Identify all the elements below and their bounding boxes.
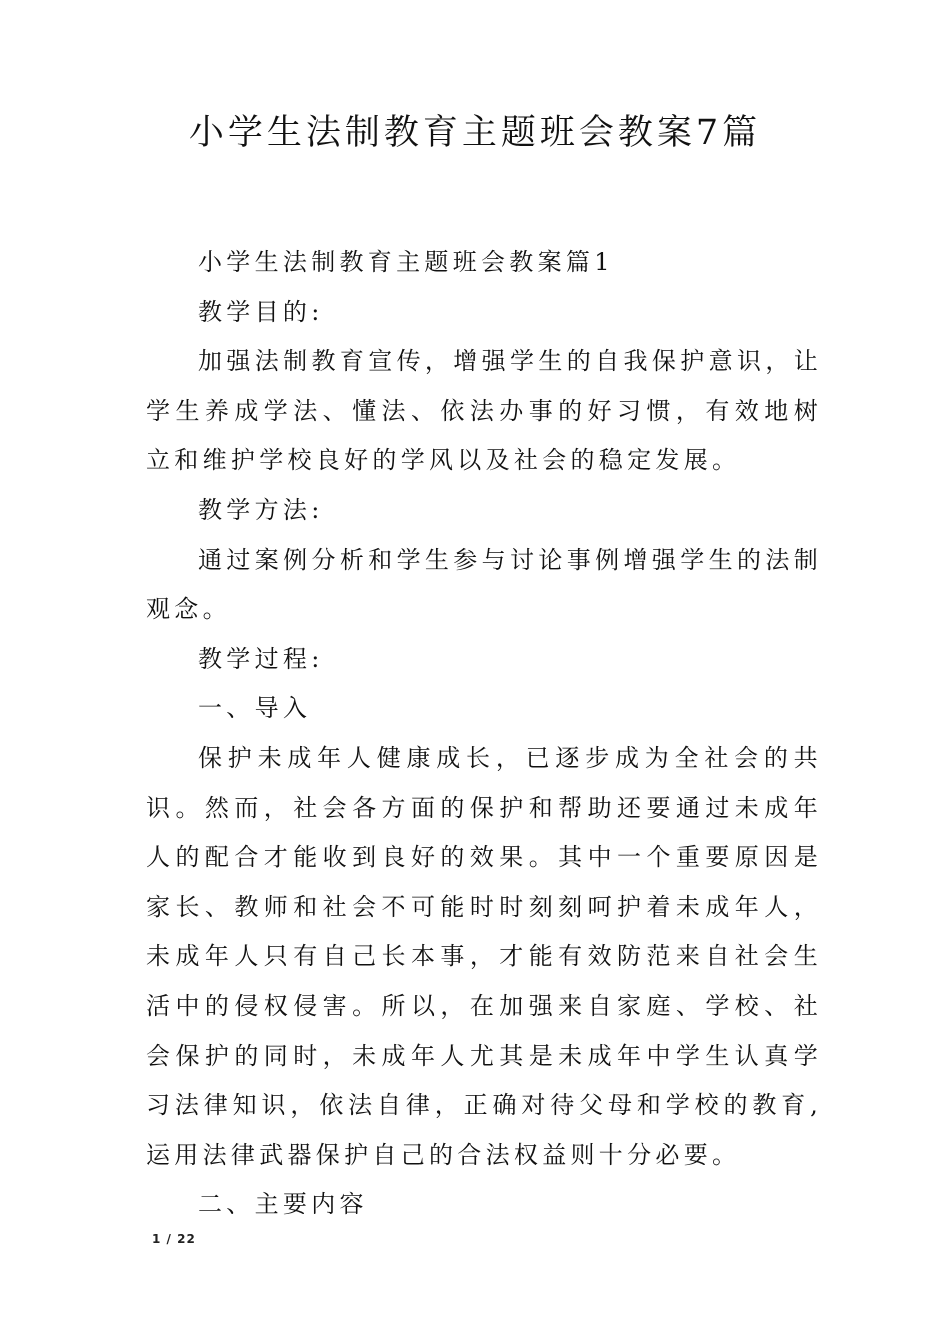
paragraph: 通过案例分析和学生参与讨论事例增强学生的法制观念。 [146, 545, 822, 624]
paragraph: 教学目的: [198, 297, 324, 326]
page-number: 1 / 22 [152, 1232, 196, 1246]
document-body [146, 238, 822, 1230]
paragraph: 保护未成年人健康成长，已逐步成为全社会的共识。然而，社会各方面的保护和帮助还要通过未成年人的配合才能收到良好的效果。其中一个重要原因是家长、教师和社会不可能时时刻刻呵护着未成年人，未成年人只有自己长本事，才能有效防范来自社会生活中的侵权侵害。所以，在加强来自家庭、学校、社会保护的同时，未成年人尤其是未成年中学生认真学习法律知识，依法自律，正确对待父母和学校的教育,运用法律武器保护自己的合法权益则十分必要。 [146, 743, 822, 1169]
document-title: 小学生法制教育主题班会教案7篇 [188, 113, 762, 153]
section-heading: 小学生法制教育主题班会教案篇1 [198, 248, 614, 276]
paragraph: 二、主要内容 [198, 1190, 368, 1219]
paragraph: 教学方法: [198, 495, 324, 524]
paragraph: 教学过程: [198, 644, 324, 673]
paragraph: 一、导入 [198, 694, 312, 723]
paragraph: 加强法制教育宣传，增强学生的自我保护意识，让学生养成学法、懂法、依法办事的好习惯，有效地树立和维护学校良好的学风以及社会的稳定发展。 [146, 347, 822, 475]
